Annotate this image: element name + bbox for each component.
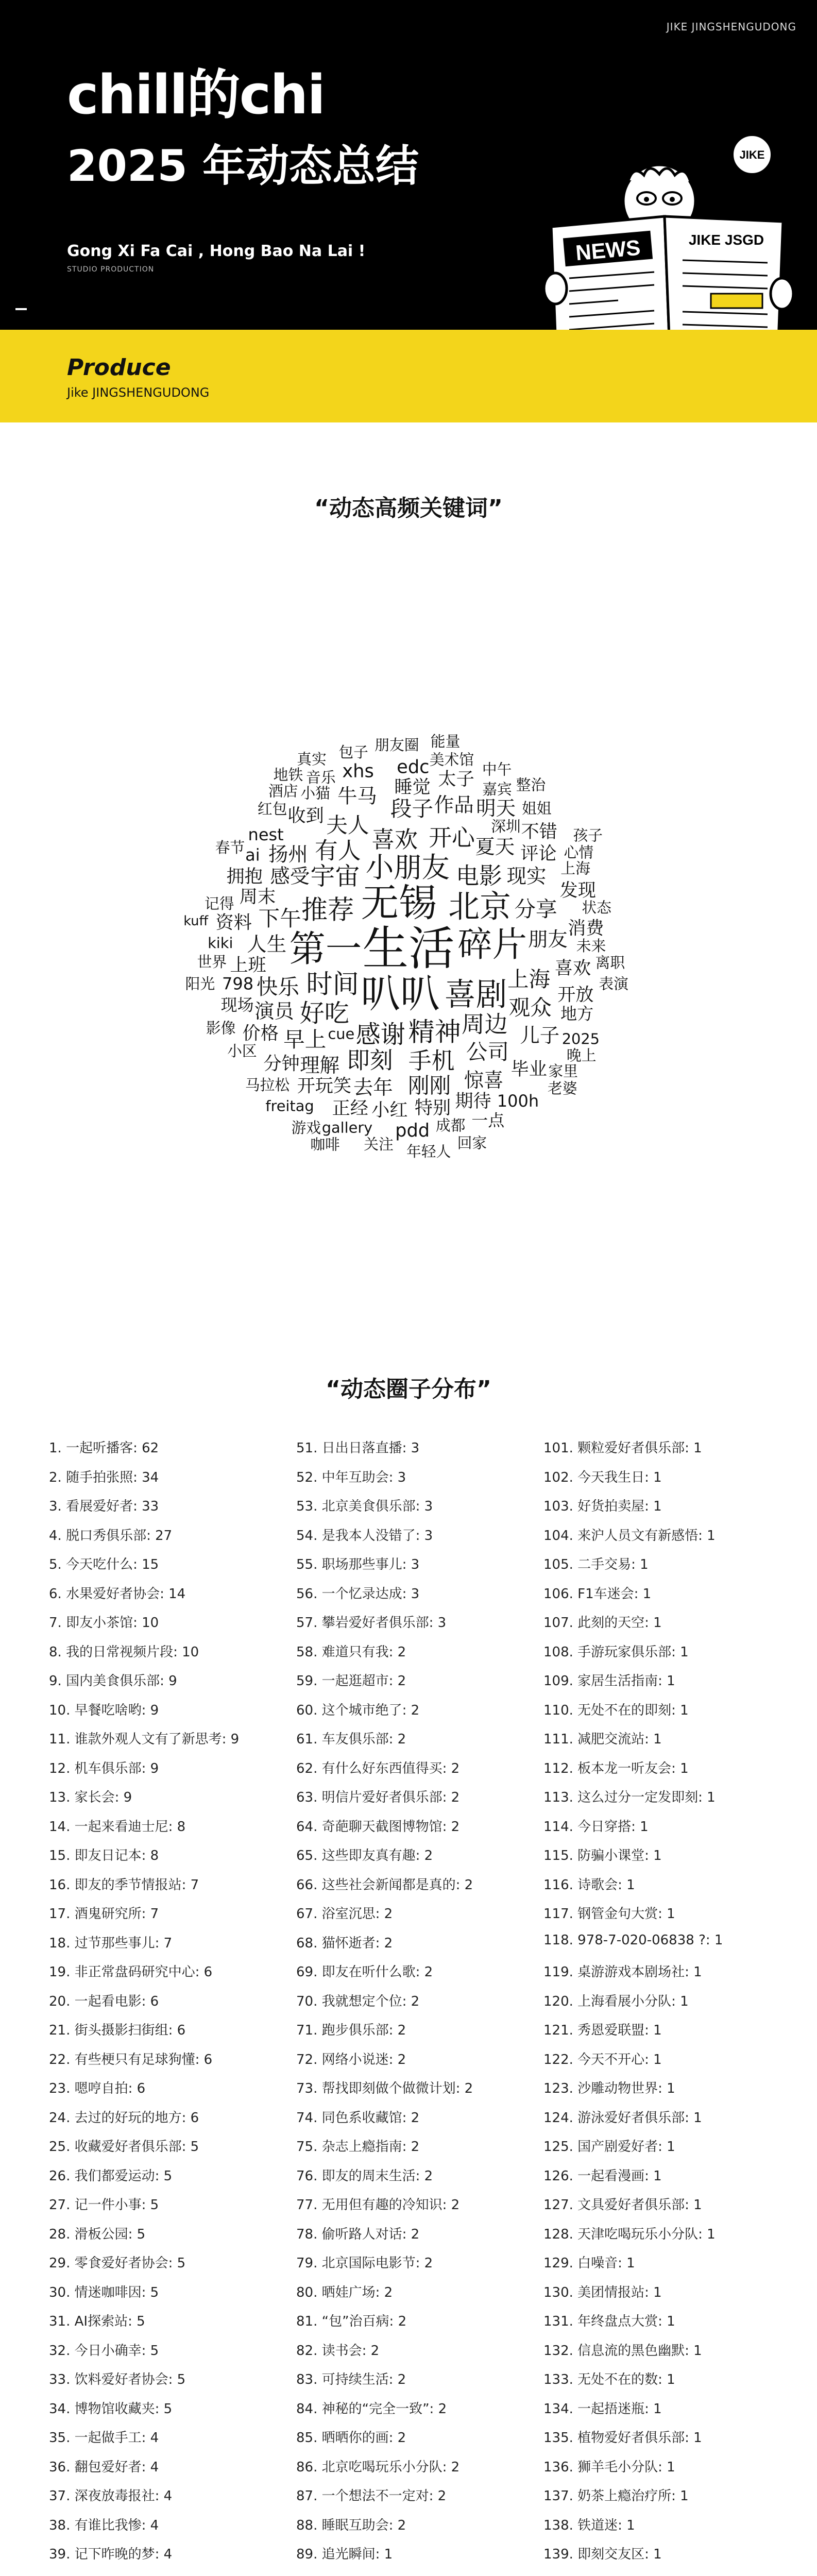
circle-list-item: 39. 记下昨晚的梦: 4 [49, 2547, 173, 2562]
circle-list-item: 9. 国内美食俱乐部: 9 [49, 1673, 177, 1689]
circle-list-item: 137. 奶茶上瘾治疗所: 1 [543, 2488, 689, 2504]
app-logo: chill的chi [67, 63, 325, 126]
circle-list-item: 20. 一起看电影: 6 [49, 1993, 159, 2009]
circle-list-item: 65. 这些即友真有趣: 2 [296, 1848, 433, 1863]
circle-list-item: 104. 来沪人员文有新感悟: 1 [543, 1528, 716, 1544]
circle-list-item: 3. 看展爱好者: 33 [49, 1499, 159, 1514]
circle-list-item: 63. 明信片爱好者俱乐部: 2 [296, 1790, 460, 1805]
circle-list-item: 121. 秀恩爱联盟: 1 [543, 2023, 662, 2038]
cloud-word: 好吃 [299, 998, 349, 1028]
cloud-word: 评论 [520, 843, 557, 865]
cloud-word: 开放 [557, 984, 594, 1006]
circle-list-item: 71. 跑步俱乐部: 2 [296, 2023, 406, 2038]
cloud-word: 公司 [466, 1039, 509, 1064]
cloud-word: 去年 [353, 1076, 393, 1100]
cloud-word: 宇宙 [310, 861, 360, 891]
circle-list-item: 27. 记一件小事: 5 [49, 2197, 159, 2213]
circle-list-item: 113. 这么过分一定发即刻: 1 [543, 1790, 716, 1805]
cloud-word: 正经 [332, 1097, 369, 1119]
circle-list-item: 139. 即刻交友区: 1 [543, 2547, 662, 2562]
cloud-word: 音乐 [306, 768, 336, 786]
cloud-word: 喜欢 [554, 958, 591, 979]
circle-distribution-list [49, 1437, 780, 2576]
cloud-word: 记得 [205, 895, 234, 913]
cloud-word: 上海 [507, 967, 551, 992]
circle-list-item: 111. 减肥交流站: 1 [543, 1732, 662, 1747]
cloud-word: cue [328, 1025, 355, 1043]
cloud-word: 夏天 [475, 836, 515, 859]
circle-list-item: 74. 同色系收藏馆: 2 [296, 2110, 420, 2126]
circle-list-item: 118. 978-7-020-06838 ?: 1 [543, 1932, 723, 1948]
produce-title: Produce [67, 354, 171, 381]
cloud-word: 春节 [215, 838, 245, 856]
keyword-cloud [41, 562, 776, 1334]
cloud-word: 惊喜 [464, 1069, 504, 1093]
cloud-word: 心情 [564, 843, 594, 861]
cloud-word: 人生 [247, 933, 287, 956]
circle-list-item: 87. 一个想法不一定对: 2 [296, 2488, 447, 2504]
cloud-word: 影像 [206, 1019, 236, 1037]
cloud-word: 即刻 [347, 1046, 393, 1074]
cloud-word: 作品 [434, 793, 474, 817]
cloud-word: 表演 [599, 975, 628, 993]
cloud-word: ai [245, 845, 260, 865]
circle-list-item: 126. 一起看漫画: 1 [543, 2168, 662, 2184]
cloud-word: 798 [222, 974, 254, 994]
circle-list-item: 81. “包”治百病: 2 [296, 2314, 407, 2329]
cloud-word: 儿子 [520, 1024, 560, 1048]
circle-list-item: 127. 文具爱好者俱乐部: 1 [543, 2197, 702, 2213]
circle-list-item: 79. 北京国际电影节: 2 [296, 2256, 433, 2271]
cloud-word: 朋友 [527, 928, 568, 952]
circle-list-item: 23. 嗯哼自拍: 6 [49, 2081, 146, 2096]
cloud-word: 早上 [283, 1027, 327, 1053]
circle-list-item: 54. 是我本人没错了: 3 [296, 1528, 433, 1544]
cloud-word: 小朋友 [365, 851, 450, 884]
cloud-word: 睡觉 [394, 776, 431, 798]
circle-list-item: 86. 北京吃喝玩乐小分队: 2 [296, 2459, 460, 2475]
cloud-word: 段子 [390, 795, 434, 821]
circle-list-item: 14. 一起来看迪士尼: 8 [49, 1819, 186, 1835]
cloud-word: 分享 [514, 896, 557, 922]
circle-list-item: 59. 一起逛超市: 2 [296, 1673, 406, 1689]
cloud-word: 地铁 [273, 766, 303, 784]
hero-header [0, 0, 817, 330]
cloud-word: 无锡 [361, 882, 437, 926]
cloud-word: 开玩笑 [297, 1075, 352, 1097]
circle-list-item: 128. 天津吃喝玩乐小分队: 1 [543, 2226, 716, 2242]
cloud-word: 100h [497, 1091, 539, 1111]
circle-list-item: 101. 颗粒爱好者俱乐部: 1 [543, 1440, 702, 1456]
cloud-word: 小猫 [300, 784, 330, 802]
circle-list-item: 110. 无处不在的即刻: 1 [543, 1702, 689, 1718]
circle-list-item [296, 2573, 543, 2576]
cloud-word: pdd [395, 1120, 430, 1142]
circle-list-item: 66. 这些社会新闻都是真的: 2 [296, 1877, 473, 1893]
circle-list-item: 76. 即友的周末生活: 2 [296, 2168, 433, 2184]
circle-list-item: 21. 街头摄影扫街组: 6 [49, 2023, 186, 2038]
circle-list-item: 8. 我的日常视频片段: 10 [49, 1644, 199, 1660]
circle-list-item: 37. 深夜放毒报社: 4 [49, 2488, 173, 2504]
circle-list-item: 56. 一个忆录达成: 3 [296, 1586, 420, 1602]
svg-text:JIKE: JIKE [739, 148, 765, 161]
circle-list-item: 80. 晒娃广场: 2 [296, 2284, 393, 2300]
circle-list-item: 106. F1车迷会: 1 [543, 1586, 652, 1602]
circle-list-item: 57. 攀岩爱好者俱乐部: 3 [296, 1615, 447, 1631]
cloud-word: 2025 [561, 1030, 600, 1048]
cloud-word: 深圳 [491, 818, 521, 836]
produce-banner [0, 330, 817, 422]
cloud-word: 酒店 [268, 782, 298, 800]
circle-list-item: 116. 诗歌会: 1 [543, 1877, 635, 1893]
cloud-word: 未来 [576, 937, 606, 955]
divider [15, 308, 27, 310]
circle-list-item: 58. 难道只有我: 2 [296, 1644, 406, 1660]
circle-list-item: 114. 今日穿搭: 1 [543, 1819, 649, 1835]
cloud-word: 上海 [560, 859, 590, 877]
circle-list-item: 34. 博物馆收藏夹: 5 [49, 2401, 173, 2417]
circle-list-item: 135. 植物爱好者俱乐部: 1 [543, 2430, 702, 2446]
circle-list-item: 36. 翻包爱好者: 4 [49, 2459, 159, 2475]
circle-list-item: 31. AI探索站: 5 [49, 2314, 145, 2329]
circle-list-item: 55. 职场那些事儿: 3 [296, 1557, 420, 1572]
cloud-word: 包子 [338, 743, 368, 761]
circle-list-item: 103. 好货拍卖屋: 1 [543, 1499, 662, 1514]
cloud-word: 有人 [314, 837, 361, 865]
circle-list-item: 67. 浴室沉思: 2 [296, 1906, 393, 1922]
cloud-word: 收到 [287, 805, 324, 826]
circle-list-item: 109. 家居生活指南: 1 [543, 1673, 675, 1689]
page-title: 2025 年动态总结 [67, 141, 419, 191]
cloud-word: 推荐 [301, 894, 354, 926]
circle-list-item: 69. 即友在听什么歌: 2 [296, 1964, 433, 1980]
circle-list-item: 73. 帮找即刻做个做微计划: 2 [296, 2081, 473, 2096]
circle-list-item: 11. 谁款外观人文有了新思考: 9 [49, 1732, 240, 1747]
cloud-word: 消费 [568, 918, 604, 939]
cloud-word: 演员 [254, 999, 294, 1023]
cloud-word: 碎片 [457, 924, 527, 964]
circle-list-item: 122. 今天不开心: 1 [543, 2052, 662, 2067]
list-column-1 [49, 1437, 296, 2576]
circle-list-item: 82. 读书会: 2 [296, 2343, 380, 2359]
cloud-word: 周边 [461, 1010, 508, 1038]
cloud-word: 姐姐 [522, 799, 552, 817]
cloud-word: 叭叭 [361, 971, 440, 1017]
circle-list-item: 102. 今天我生日: 1 [543, 1469, 662, 1485]
circle-list-item: 89. 追光瞬间: 1 [296, 2547, 393, 2562]
cloud-word: 家里 [548, 1062, 578, 1080]
cloud-word: 扬州 [268, 843, 308, 867]
circle-list-item: 22. 有些梗只有足球狗懂: 6 [49, 2052, 213, 2067]
cloud-word: 小红 [371, 1099, 408, 1121]
circle-list-item: 75. 杂志上瘾指南: 2 [296, 2139, 420, 2155]
cloud-word: 牛马 [337, 785, 377, 808]
tagline: Gong Xi Fa Cai , Hong Bao Na Lai ! [67, 242, 366, 260]
circle-list-item: 51. 日出日落直播: 3 [296, 1440, 420, 1456]
cloud-word: 美术馆 [429, 751, 474, 769]
circle-list-item: 105. 二手交易: 1 [543, 1557, 649, 1572]
circle-list-item: 53. 北京美食俱乐部: 3 [296, 1499, 433, 1514]
circle-list-item: 115. 防骗小课堂: 1 [543, 1848, 662, 1863]
cloud-word: 关注 [364, 1136, 394, 1154]
cloud-word: 观众 [508, 994, 552, 1020]
circle-list-item: 68. 猫怀逝者: 2 [296, 1935, 393, 1951]
circle-list-item: 12. 机车俱乐部: 9 [49, 1760, 159, 1776]
circle-list-item: 88. 睡眠互助会: 2 [296, 2517, 406, 2533]
circle-list-item: 25. 收藏爱好者俱乐部: 5 [49, 2139, 199, 2155]
cloud-word: 资料 [215, 912, 252, 934]
cloud-word: 毕业 [510, 1059, 547, 1080]
cloud-word: xhs [342, 760, 374, 782]
studio-label: STUDIO PRODUCTION [67, 265, 155, 274]
cloud-word: 朋友圈 [375, 736, 419, 754]
cloud-word: 期待 [455, 1091, 491, 1112]
cloud-word: gallery [321, 1118, 373, 1137]
cloud-word: 离职 [595, 954, 625, 972]
circle-list-item: 123. 沙雕动物世界: 1 [543, 2081, 675, 2096]
circle-list-item: 72. 网络小说迷: 2 [296, 2052, 406, 2067]
list-column-2 [296, 1437, 543, 2576]
circle-list-item: 119. 桌游游戏本剧场社: 1 [543, 1964, 702, 1980]
circle-list-item: 133. 无处不在的数: 1 [543, 2372, 675, 2387]
circle-list-item: 28. 滑板公园: 5 [49, 2226, 146, 2242]
cloud-word: 时间 [306, 969, 359, 1000]
cloud-word: 上班 [230, 955, 266, 976]
circle-list-item: 26. 我们都爱运动: 5 [49, 2168, 173, 2184]
cloud-word: 快乐 [256, 974, 299, 1000]
cloud-word: 地方 [560, 1004, 594, 1024]
circle-list-item [543, 2573, 791, 2576]
circle-list-item: 70. 我就想定个位: 2 [296, 1993, 420, 2009]
cloud-word: 嘉宾 [482, 781, 512, 799]
circle-list-item: 107. 此刻的天空: 1 [543, 1615, 662, 1631]
circle-list-item: 1. 一起听播客: 62 [49, 1440, 159, 1456]
circle-list-item: 64. 奇葩聊天截图博物馆: 2 [296, 1819, 460, 1835]
list-column-3 [543, 1437, 791, 2576]
circle-list-item: 78. 偷听路人对话: 2 [296, 2226, 420, 2242]
cloud-word: 状态 [582, 899, 611, 917]
cloud-word: 整治 [516, 776, 546, 794]
brand-tag: JIKE JINGSHENGUDONG [666, 21, 796, 33]
cloud-word: 真实 [297, 750, 327, 768]
circle-list-item: 5. 今天吃什么: 15 [49, 1557, 159, 1572]
cloud-word: 第一 [289, 928, 362, 971]
circle-list-item: 35. 一起做手工: 4 [49, 2430, 159, 2446]
circle-list-item: 124. 游泳爱好者俱乐部: 1 [543, 2110, 702, 2126]
cloud-word: 成都 [435, 1116, 466, 1134]
cloud-word: kiki [208, 934, 233, 952]
cloud-word: 孩子 [573, 826, 603, 844]
cloud-word: 马拉松 [245, 1076, 290, 1094]
cloud-word: 拥抱 [226, 866, 263, 888]
circle-list-item: 6. 水果爱好者协会: 14 [49, 1586, 186, 1602]
circle-list-item: 61. 车友俱乐部: 2 [296, 1732, 406, 1747]
circle-list-item: 129. 白噪音: 1 [543, 2256, 635, 2271]
cloud-word: 喜欢 [371, 826, 418, 854]
cloud-word: 现实 [506, 865, 547, 889]
cloud-word: 世界 [197, 953, 227, 971]
produce-subtitle: Jike JINGSHENGUDONG [67, 385, 210, 400]
svg-text:NEWS: NEWS [574, 235, 642, 265]
keywords-section-title: “动态高频关键词” [314, 495, 503, 521]
cloud-word: 发现 [559, 880, 596, 902]
circle-list-item: 85. 晒晒你的画: 2 [296, 2430, 406, 2446]
cloud-word: 夫人 [326, 812, 369, 838]
circle-list-item: 117. 钢管金句大赏: 1 [543, 1906, 675, 1922]
circle-list-item: 32. 今日小确幸: 5 [49, 2343, 159, 2359]
circle-list-item: 77. 无用但有趣的冷知识: 2 [296, 2197, 460, 2213]
cloud-word: 精神 [408, 1016, 461, 1048]
cloud-word: 特别 [414, 1097, 451, 1119]
cloud-word: 刚刚 [408, 1073, 451, 1098]
circle-list-item: 130. 美团情报站: 1 [543, 2284, 662, 2300]
cloud-word: 年轻人 [406, 1143, 451, 1161]
circle-list-item: 2. 随手拍张照: 34 [49, 1469, 159, 1485]
cloud-word: 开心 [429, 824, 475, 852]
cloud-word: kuff [183, 913, 209, 929]
cloud-word: 感受 [270, 865, 310, 889]
cloud-word: 能量 [430, 732, 461, 750]
circle-list-item: 120. 上海看展小分队: 1 [543, 1993, 689, 2009]
circle-list-item: 83. 可持续生活: 2 [296, 2372, 406, 2387]
cloud-word: 老婆 [547, 1079, 577, 1097]
circle-list-item: 52. 中年互助会: 3 [296, 1469, 406, 1485]
circle-list-item: 7. 即友小茶馆: 10 [49, 1615, 159, 1631]
circle-list-item: 38. 有谁比我惨: 4 [49, 2517, 159, 2533]
cloud-word: 晚上 [566, 1046, 597, 1064]
cloud-word: edc [397, 756, 430, 778]
circles-section-title: “动态圈子分布” [326, 1376, 491, 1402]
cloud-word: 一点 [471, 1110, 505, 1130]
circle-list-item: 62. 有什么好东西值得买: 2 [296, 1760, 460, 1776]
circle-list-item: 84. 神秘的“完全一致”: 2 [296, 2401, 447, 2417]
cloud-word: 太子 [438, 769, 474, 790]
cloud-word: 生活 [362, 922, 455, 976]
circle-list-item: 60. 这个城市绝了: 2 [296, 1702, 420, 1718]
cloud-word: 小区 [227, 1042, 257, 1060]
cloud-word: 分钟 [263, 1053, 300, 1075]
speech-bubble-icon [733, 135, 772, 174]
cloud-word: 咖啡 [310, 1136, 340, 1154]
circle-list-item: 131. 年终盘点大赏: 1 [543, 2314, 675, 2329]
svg-text:JIKE JSGD: JIKE JSGD [688, 232, 764, 248]
circle-list-item: 19. 非正常盘码研究中心: 6 [49, 1964, 213, 1980]
cloud-word: 不错 [521, 821, 557, 842]
cloud-word: 回家 [457, 1134, 487, 1152]
circle-list-item: 136. 狮羊毛小分队: 1 [543, 2459, 675, 2475]
cloud-word: 理解 [300, 1054, 339, 1077]
cloud-word: nest [248, 824, 284, 844]
circle-list-item: 15. 即友日记本: 8 [49, 1848, 159, 1863]
cloud-word: 阳光 [185, 975, 215, 993]
circle-list-item: 10. 早餐吃啥哟: 9 [49, 1702, 159, 1718]
cloud-word: 手机 [408, 1047, 455, 1075]
circle-list-item: 112. 板本龙一听友会: 1 [543, 1760, 689, 1776]
circle-list-item: 13. 家长会: 9 [49, 1790, 132, 1805]
cloud-word: 感谢 [355, 1020, 405, 1049]
circle-list-item: 24. 去过的好玩的地方: 6 [49, 2110, 199, 2126]
circle-list-item: 18. 过节那些事儿: 7 [49, 1935, 173, 1951]
cloud-word: 北京 [448, 889, 511, 925]
cloud-word: freitag [265, 1097, 314, 1115]
circle-list-item: 4. 脱口秀俱乐部: 27 [49, 1528, 173, 1544]
circle-list-item [49, 2573, 296, 2576]
circle-list-item: 29. 零食爱好者协会: 5 [49, 2256, 186, 2271]
cloud-word: 明天 [476, 796, 516, 820]
cloud-word: 周末 [239, 886, 276, 908]
circle-list-item: 17. 酒鬼研究所: 7 [49, 1906, 159, 1922]
cloud-word: 喜剧 [444, 977, 507, 1013]
circle-list-item: 125. 国产剧爱好者: 1 [543, 2139, 675, 2155]
cloud-word: 电影 [456, 862, 502, 890]
circle-list-item: 134. 一起捂迷瓶: 1 [543, 2401, 662, 2417]
circle-list-item: 132. 信息流的黑色幽默: 1 [543, 2343, 702, 2359]
cloud-word: 中午 [482, 760, 512, 778]
cloud-word: 价格 [242, 1023, 279, 1044]
circle-list-item: 16. 即友的季节情报站: 7 [49, 1877, 199, 1893]
cloud-word: 现场 [220, 995, 254, 1015]
circle-list-item: 138. 铁道迷: 1 [543, 2517, 635, 2533]
cloud-word: 红包 [257, 800, 287, 818]
cloud-word: 游戏 [291, 1118, 321, 1137]
keyword-cloud-svg [41, 562, 776, 1334]
cloud-word: 下午 [258, 905, 301, 931]
circle-list-item: 30. 情迷咖啡因: 5 [49, 2284, 159, 2300]
circle-list-item: 33. 饮料爱好者协会: 5 [49, 2372, 186, 2387]
circle-list-item: 108. 手游玩家俱乐部: 1 [543, 1644, 689, 1660]
